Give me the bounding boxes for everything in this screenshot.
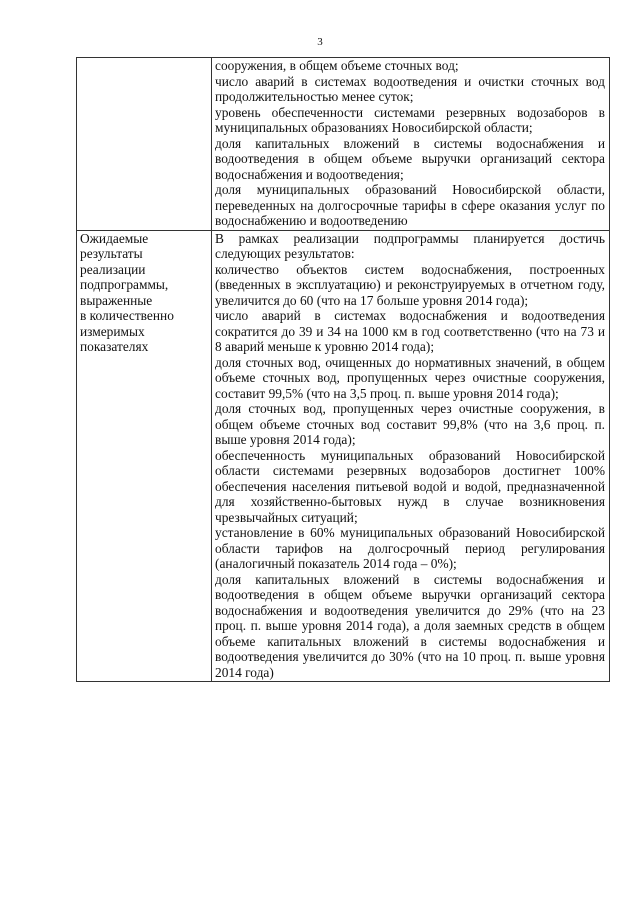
document-table — [76, 57, 610, 682]
paragraph: доля капитальных вложений в системы водоснабжения и водоотведения в общем объеме выручки организаций сектора водоснабжения и водоотведения; — [215, 135, 605, 182]
paragraph: обеспеченность муниципальных образований Новосибирской области системами резервных водозаборов достигнет 100% обеспечения населения питьевой водой и водой, предназначенной для хозяйственно-бытовых нужд в случае возникновения чрезвычайных ситуаций; — [215, 447, 605, 525]
paragraph: уровень обеспеченности системами резервных водозаборов в муниципальных образованиях Новосибирской области; — [215, 104, 605, 135]
paragraph: количество объектов систем водоснабжения, построенных (введенных в эксплуатацию) и реконструируемых в отчетном году, увеличится до 60 (что на 17 больше уровня 2014 года); — [215, 261, 605, 308]
row-content-cell — [212, 58, 610, 231]
paragraph: доля капитальных вложений в системы водоснабжения и водоотведения в общем объеме выручки организаций сектора водоснабжения и водоотведения увеличится до 29% (что на 23 проц. п. выше уровня 2014 года), а доля заемных средств в общем объеме капитальных вложений в системы водоснабжения и водоотведения увеличится до 30% (что на 10 проц. п. выше уровня 2014 года) — [215, 571, 605, 680]
row-label-cell — [77, 58, 212, 231]
paragraph: сооружения, в общем объеме сточных вод; — [215, 58, 459, 73]
table-row — [77, 230, 610, 682]
row-label-cell — [77, 230, 212, 682]
paragraph: доля муниципальных образований Новосибирской области, переведенных на долгосрочные тарифы в сфере оказания услуг по водоснабжению и водоотведению — [215, 182, 605, 228]
paragraph: число аварий в системах водоотведения и очистки сточных вод продолжительностью менее суток; — [215, 73, 605, 104]
paragraph: доля сточных вод, пропущенных через очистные сооружения, в общем объеме сточных вод составит 99,8% (что на 3,6 проц. п. выше уровня 2014 года); — [215, 401, 605, 447]
paragraph: доля сточных вод, очищенных до нормативных значений, в общем объеме сточных вод, пропущенных через очистные сооружения, составит 99,5% (что на 3,5 проц. п. выше уровня 2014 года); — [215, 354, 605, 401]
page-number: 3 — [317, 36, 323, 48]
paragraph: число аварий в системах водоснабжения и водоотведения сократится до 39 и 34 на 1000 км в год соответственно (что на 73 и 8 аварий меньше к уровню 2014 года); — [215, 308, 605, 354]
row-content-cell — [212, 230, 610, 682]
row-label: Ожидаемые результаты реализации подпрограммы, выраженные в количественно измеримых показателях — [80, 230, 174, 354]
paragraph: установление в 60% муниципальных образований Новосибирской области тарифов на долгосрочный период регулирования (аналогичный показатель 2014 года – 0%); — [215, 525, 605, 571]
table-row — [77, 58, 610, 231]
paragraph: В рамках реализации подпрограммы планируется достичь следующих результатов: — [215, 230, 605, 261]
